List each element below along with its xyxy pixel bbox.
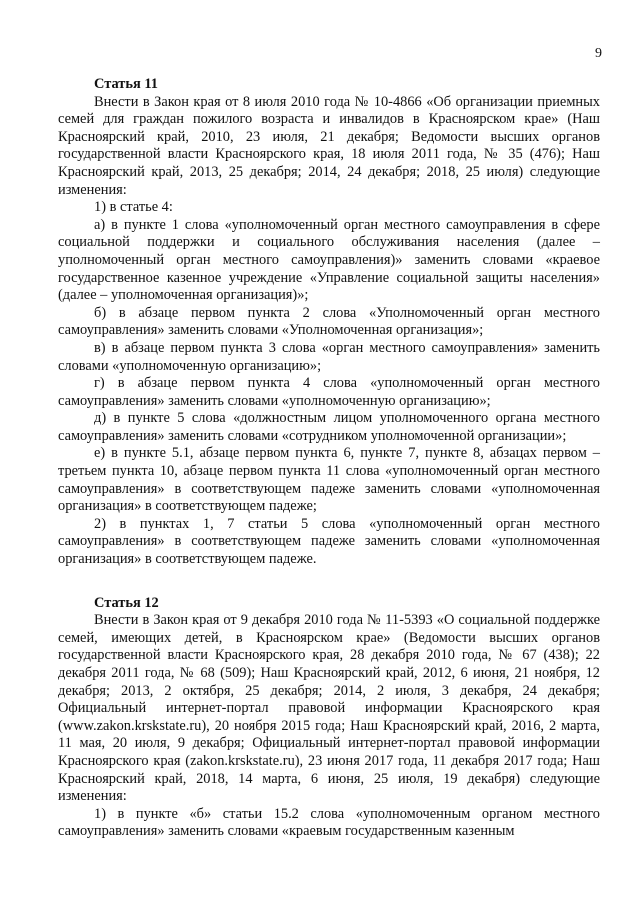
- article-paragraph: г) в абзаце первом пункта 4 слова «уполномоченный орган местного самоуправления» заменить словами «уполномоченную организацию»;: [58, 375, 600, 409]
- page-number: 9: [595, 46, 602, 61]
- article-paragraph: а) в пункте 1 слова «уполномоченный орган местного самоуправления в сфере социальной поддержки и социального обслуживания населения (далее – уполномоченный орган местного самоуправления)» заменить словами «краевое государственное казенное учреждение «Управление социальной защиты населения» (далее – уполномоченная организация)»;: [58, 216, 600, 304]
- article-heading: Статья 12: [94, 594, 159, 611]
- article-12-section: [58, 595, 600, 841]
- article-paragraph: б) в абзаце первом пункта 2 слова «Уполномоченный орган местного самоуправления» заменить словами «Уполномоченная организация»;: [58, 304, 600, 339]
- article-paragraph: д) в пункте 5 слова «должностным лицом уполномоченного органа местного самоуправления» заменить словами «сотрудником уполномоченной организации»;: [58, 410, 600, 444]
- article-paragraph: 2) в пунктах 1, 7 статьи 5 слова «уполномоченный орган местного самоуправления» в соответствующем падеже заменить словами «уполномоченная организация» в соответствующем падеже.: [58, 515, 600, 568]
- article-paragraph: Внести в Закон края от 8 июля 2010 года № 10-4866 «Об организации приемных семей для граждан пожилого возраста и инвалидов в Красноярском крае» (Наш Красноярский край, 2010, 23 июля, 21 декабря; Ведомости высших органов государственной власти Красноярского края, 18 июля 2011 года, № 35 (476); Наш Красноярский край, 2013, 25 декабря; 2014, 24 декабря; 2018, 25 июля) следующие изменения:: [58, 93, 600, 198]
- article-paragraph: 1) в статье 4:: [94, 199, 173, 216]
- article-11-section: [58, 76, 600, 569]
- article-paragraph: в) в абзаце первом пункта 3 слова «орган местного самоуправления» заменить словами «уполномоченную организацию»;: [58, 339, 600, 374]
- article-heading: Статья 11: [94, 76, 158, 92]
- article-paragraph: е) в пункте 5.1, абзаце первом пункта 6, пункте 7, пункте 8, абзацах первом – третьем пункта 10, абзаце первом пункта 11 слова «уполномоченный орган местного самоуправления» в соответствующем падеже заменить словами «уполномоченная организация» в соответствующем падеже;: [58, 445, 600, 515]
- article-paragraph: 1) в пункте «б» статьи 15.2 слова «уполномоченным органом местного самоуправления» заменить словами «краевым государственным казенным: [58, 805, 600, 840]
- document-body: [58, 76, 600, 841]
- article-paragraph: Внести в Закон края от 9 декабря 2010 года № 11-5393 «О социальной поддержке семей, имеющих детей, в Красноярском крае» (Ведомости высших органов государственной власти Красноярского края, 28 декабря 2010 года, № 67 (438); 22 декабря 2011 года, № 68 (509); Наш Красноярский край, 2012, 6 июня, 21 ноября, 12 декабря; 2013, 2 октября, 25 декабря; 2014, 2 июля, 3 декабря, 24 декабря; Официальный интернет-портал правовой информации Красноярского края (www.zakon.krskstate.ru), 20 ноября 2015 года; Наш Красноярский край, 2016, 2 марта, 11 мая, 20 июля, 9 декабря; Официальный интернет-портал правовой информации Красноярского края (zakon.krskstate.ru), 23 июня 2017 года, 11 декабря 2017 года; Наш Красноярский край, 2018, 14 марта, 6 июня, 25 июля, 19 декабря) следующие изменения:: [58, 612, 600, 805]
